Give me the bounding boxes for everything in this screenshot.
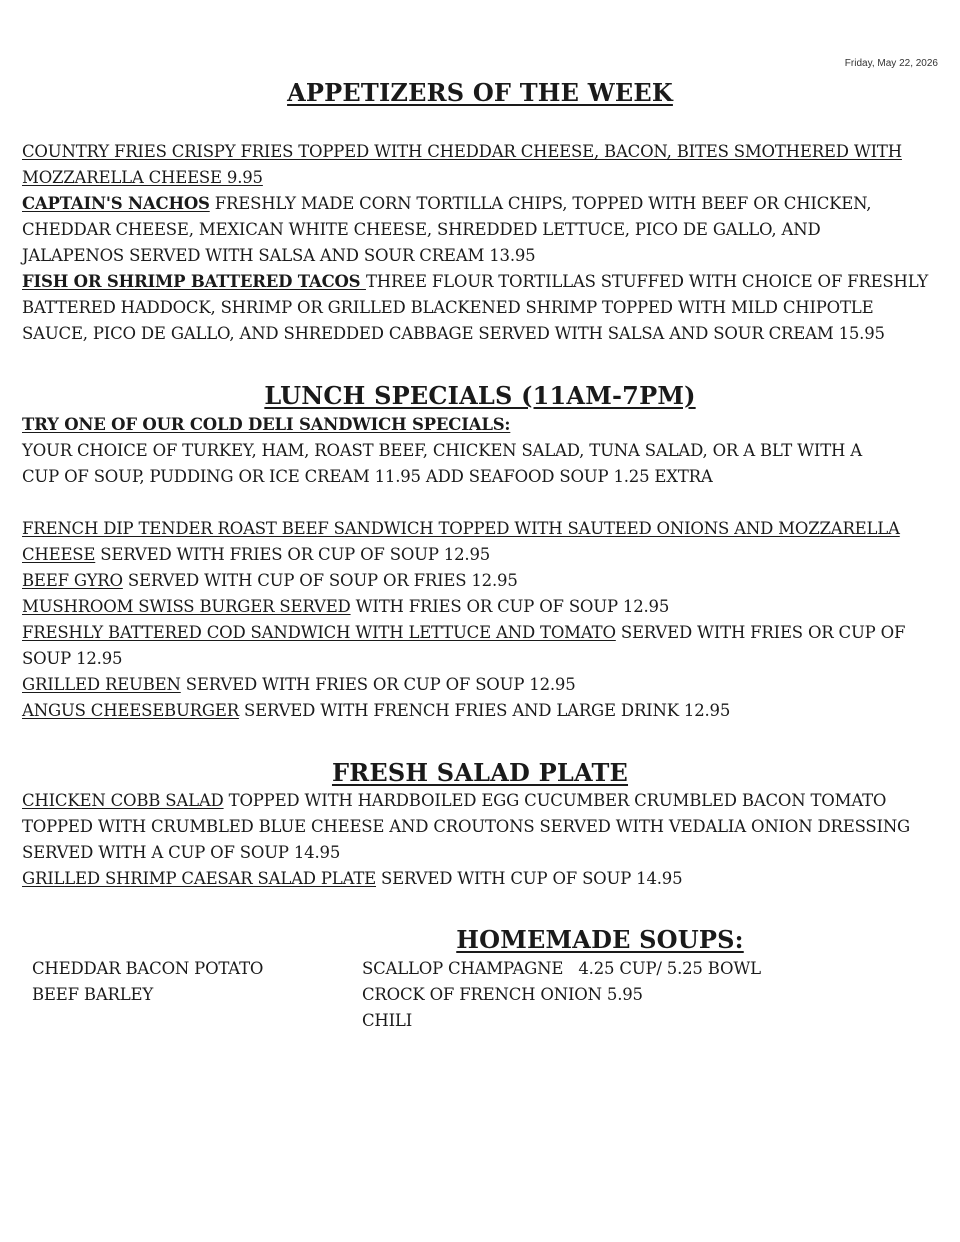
gyro-item <box>22 568 942 594</box>
deli-desc-1: YOUR CHOICE OF TURKEY, HAM, ROAST BEEF, CHICKEN SALAD, TUNA SALAD, OR A BLT WITH A <box>22 441 862 460</box>
tacos-item <box>22 269 942 295</box>
french-dip-item <box>22 542 942 568</box>
french-dip-name-2: CHEESE <box>22 545 96 564</box>
lunch-list <box>22 412 942 724</box>
cod-sandwich-name: FRESHLY BATTERED COD SANDWICH WITH LETTUCE AND TOMATO <box>22 623 616 642</box>
appetizers-title: APPETIZERS OF THE WEEK <box>287 78 673 107</box>
appetizers-list <box>22 139 942 347</box>
lunch-title: LUNCH SPECIALS (11AM-7PM) <box>264 381 696 410</box>
mushroom-burger-name: MUSHROOM SWISS BURGER SERVED <box>22 597 351 616</box>
soups-list <box>32 956 932 1034</box>
soups-title: HOMEMADE SOUPS: <box>456 925 744 954</box>
nachos-desc-2: CHEDDAR CHEESE, MEXICAN WHITE CHEESE, SHREDDED LETTUCE, PICO DE GALLO, AND <box>22 220 821 239</box>
cobb-salad-desc-1: TOPPED WITH HARDBOILED EGG CUCUMBER CRUMBLED BACON TOMATO <box>223 791 887 810</box>
cobb-salad-name: CHICKEN COBB SALAD <box>22 791 224 810</box>
cod-sandwich-desc: SERVED WITH FRIES OR CUP OF <box>615 623 906 642</box>
spacer <box>22 490 942 516</box>
nachos-name: CAPTAIN'S NACHOS <box>22 194 210 213</box>
reuben-item <box>22 672 942 698</box>
tacos-desc-3: SAUCE, PICO DE GALLO, AND SHREDDED CABBAGE SERVED WITH SALSA AND SOUR CREAM 15.95 <box>22 324 885 343</box>
cobb-salad-item <box>22 788 942 814</box>
mushroom-burger-item <box>22 594 942 620</box>
angus-desc: SERVED WITH FRENCH FRIES AND LARGE DRINK 12.95 <box>238 701 731 720</box>
gyro-name: BEEF GYRO <box>22 571 123 590</box>
french-dip-name-1: FRENCH DIP TENDER ROAST BEEF SANDWICH TOPPED WITH SAUTEED ONIONS AND MOZZARELLA <box>22 519 900 538</box>
soup-row <box>32 982 932 1008</box>
tacos-desc-2: BATTERED HADDOCK, SHRIMP OR GRILLED BLACKENED SHRIMP TOPPED WITH MILD CHIPOTLE <box>22 298 874 317</box>
cod-sandwich-item <box>22 620 942 646</box>
country-fries-line-2: MOZZARELLA CHEESE 9.95 <box>22 168 263 187</box>
tacos-name: FISH OR SHRIMP BATTERED TACOS <box>22 272 366 291</box>
country-fries-line-1: COUNTRY FRIES CRISPY FRIES TOPPED WITH CHEDDAR CHEESE, BACON, BITES SMOTHERED WITH <box>22 142 902 161</box>
soup-chili: CHILI <box>362 1011 413 1030</box>
salad-title: FRESH SALAD PLATE <box>331 758 629 787</box>
soup-french-onion: CROCK OF FRENCH ONION 5.95 <box>362 985 643 1004</box>
cobb-salad-desc-2: TOPPED WITH CRUMBLED BLUE CHEESE AND CROUTONS SERVED WITH VEDALIA ONION DRESSING <box>22 817 911 836</box>
nachos-item <box>22 191 942 217</box>
mushroom-burger-desc: WITH FRIES OR CUP OF SOUP 12.95 <box>350 597 670 616</box>
soup-row <box>32 1008 932 1034</box>
reuben-desc: SERVED WITH FRIES OR CUP OF SOUP 12.95 <box>180 675 576 694</box>
angus-item <box>22 698 942 724</box>
gyro-desc: SERVED WITH CUP OF SOUP OR FRIES 12.95 <box>122 571 518 590</box>
nachos-desc-3: JALAPENOS SERVED WITH SALSA AND SOUR CREAM 13.95 <box>22 246 536 265</box>
caesar-salad-name: GRILLED SHRIMP CAESAR SALAD PLATE <box>22 869 376 888</box>
caesar-salad-desc: SERVED WITH CUP OF SOUP 14.95 <box>376 869 683 888</box>
deli-heading: TRY ONE OF OUR COLD DELI SANDWICH SPECIALS: <box>22 415 511 434</box>
soup-cheddar-bacon-potato: CHEDDAR BACON POTATO <box>32 959 264 978</box>
reuben-name: GRILLED REUBEN <box>22 675 181 694</box>
soup-empty <box>32 1008 362 1034</box>
nachos-desc-1: FRESHLY MADE CORN TORTILLA CHIPS, TOPPED WITH BEEF OR CHICKEN, <box>209 194 872 213</box>
cobb-salad-desc-3: SERVED WITH A CUP OF SOUP 14.95 <box>22 843 341 862</box>
french-dip-desc: SERVED WITH FRIES OR CUP OF SOUP 12.95 <box>95 545 491 564</box>
tacos-desc-1: THREE FLOUR TORTILLAS STUFFED WITH CHOICE OF FRESHLY <box>365 272 929 291</box>
soup-scallop-champagne: SCALLOP CHAMPAGNE 4.25 CUP/ 5.25 BOWL <box>362 959 761 978</box>
deli-desc-2: CUP OF SOUP, PUDDING OR ICE CREAM 11.95 ADD SEAFOOD SOUP 1.25 EXTRA <box>22 467 713 486</box>
caesar-salad-item <box>22 866 942 892</box>
menu-date: Friday, May 22, 2026 <box>844 58 938 69</box>
cod-sandwich-desc-2: SOUP 12.95 <box>22 649 123 668</box>
soup-beef-barley: BEEF BARLEY <box>32 985 154 1004</box>
angus-name: ANGUS CHEESEBURGER <box>22 701 239 720</box>
salad-list <box>22 788 942 892</box>
soup-row <box>32 956 932 982</box>
